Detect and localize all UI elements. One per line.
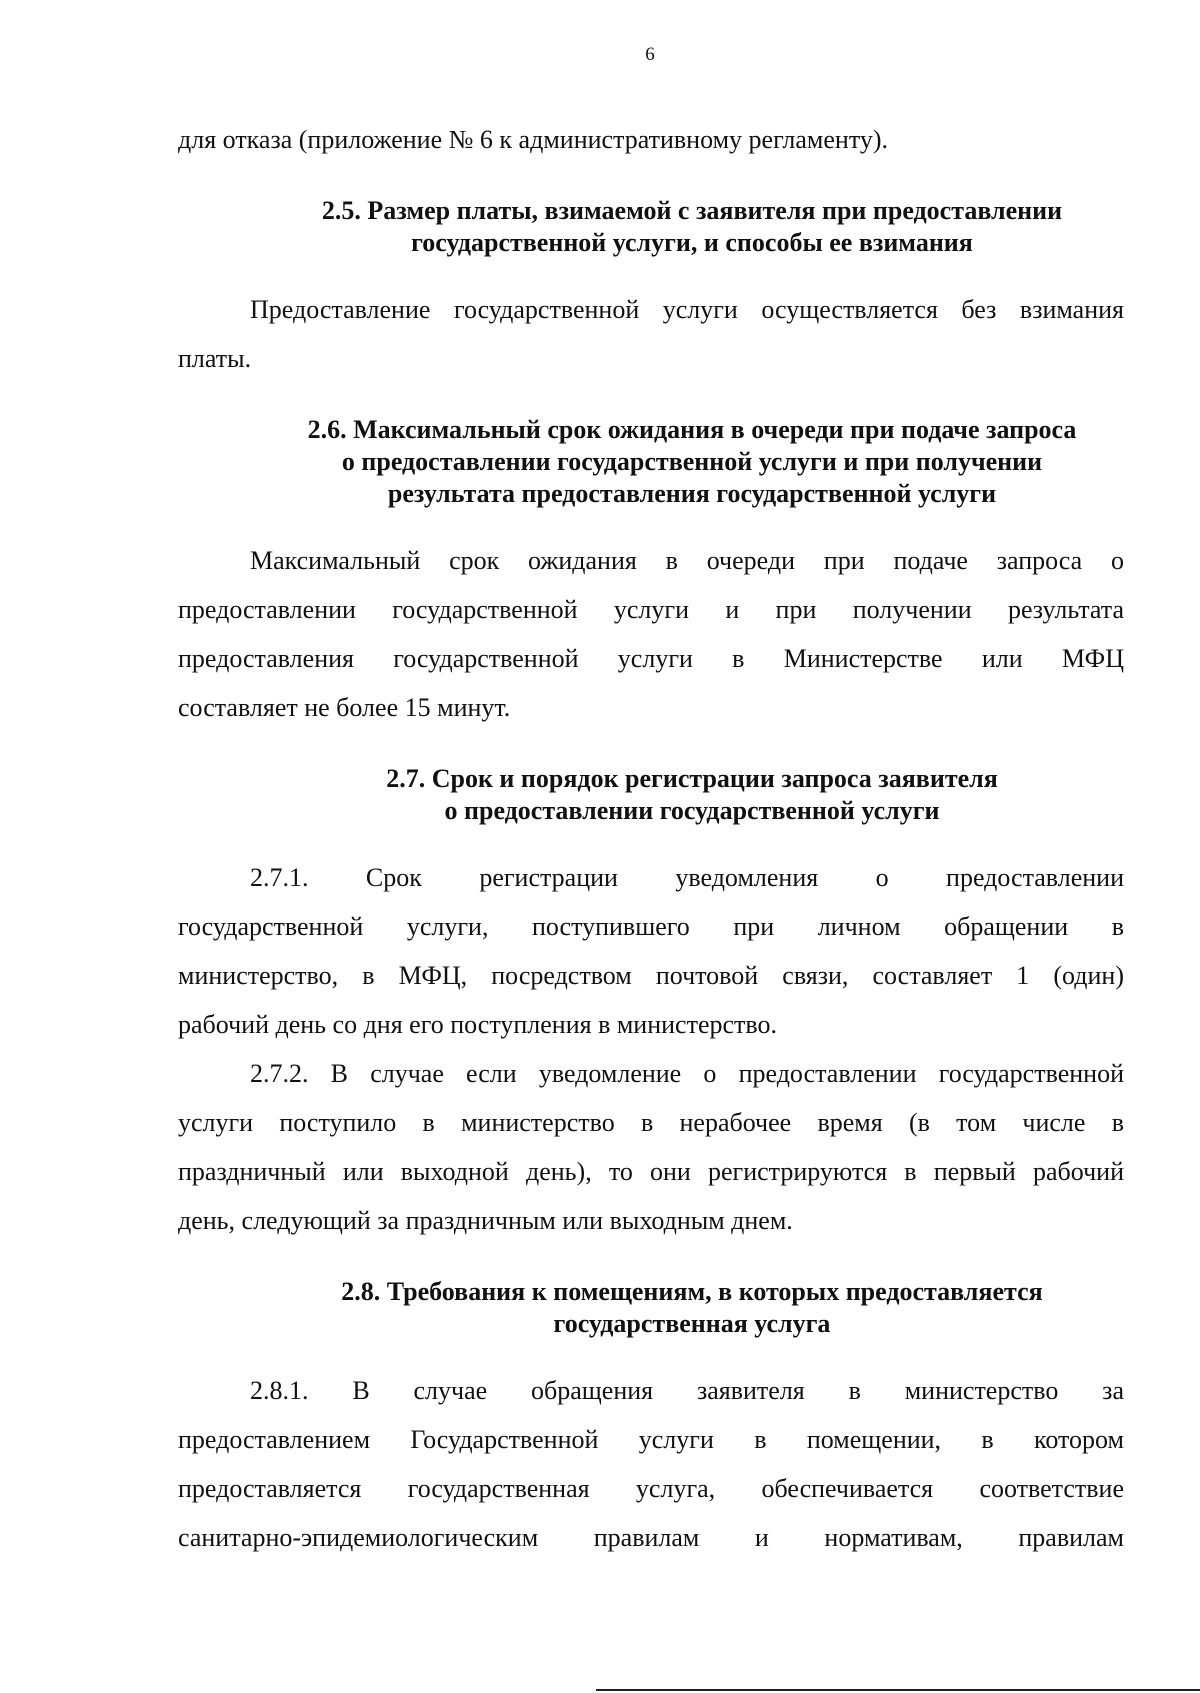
document-body: [178, 115, 1124, 1562]
paragraph-2-5: [178, 285, 1124, 383]
text-line: рабочий день со дня его поступления в министерство.: [178, 1010, 777, 1039]
heading-line: 2.8. Требования к помещениям, в которых предоставляется: [341, 1277, 1043, 1306]
heading-line: 2.6. Максимальный срок ожидания в очереди при подаче запроса: [307, 415, 1077, 444]
text-line: платы.: [178, 344, 252, 373]
text-line: составляет не более 15 минут.: [178, 693, 511, 722]
heading-line: о предоставлении государственной услуги: [444, 796, 940, 825]
text-line: министерство, в МФЦ, посредством почтовой связи, составляет 1 (один): [178, 961, 1124, 990]
heading-line: государственной услуги, и способы ее взимания: [411, 228, 973, 257]
text-line: 2.7.2. В случае если уведомление о предоставлении государственной: [250, 1059, 1124, 1088]
paragraph-2-8-1: [178, 1366, 1124, 1562]
paragraph-2-7-1: [178, 853, 1124, 1049]
text-line: 2.8.1. В случае обращения заявителя в министерство за: [250, 1376, 1124, 1405]
text-line: 2.7.1. Срок регистрации уведомления о предоставлении: [250, 863, 1124, 892]
text-line: предоставления государственной услуги в Министерстве или МФЦ: [178, 644, 1124, 673]
text-line: для отказа (приложение № 6 к административному регламенту).: [178, 125, 889, 154]
paragraph-continuation: [178, 115, 1124, 164]
paragraph-2-6: [178, 536, 1124, 732]
section-heading-2-7: [178, 763, 1124, 827]
text-line: услуги поступило в министерство в нерабочее время (в том числе в: [178, 1108, 1124, 1137]
text-line: государственной услуги, поступившего при личном обращении в: [178, 912, 1124, 941]
text-line: день, следующий за праздничным или выходным днем.: [178, 1206, 793, 1235]
section-heading-2-8: [178, 1276, 1124, 1340]
bottom-rule: [596, 1689, 1200, 1691]
paragraph-2-7-2: [178, 1049, 1124, 1245]
heading-line: результата предоставления государственной услуги: [387, 479, 997, 508]
section-heading-2-5: [178, 195, 1124, 259]
text-line: праздничный или выходной день), то они регистрируются в первый рабочий: [178, 1157, 1124, 1186]
text-line: предоставляется государственная услуга, обеспечивается соответствие: [178, 1474, 1124, 1503]
heading-line: государственная услуга: [553, 1309, 831, 1338]
page-number: 6: [645, 44, 655, 65]
heading-line: 2.7. Срок и порядок регистрации запроса заявителя: [386, 764, 998, 793]
heading-line: о предоставлении государственной услуги и при получении: [341, 447, 1043, 476]
text-line: санитарно-эпидемиологическим правилам и нормативам, правилам: [178, 1523, 1124, 1552]
section-heading-2-6: [178, 414, 1124, 510]
text-line: Максимальный срок ожидания в очереди при подаче запроса о: [250, 546, 1124, 575]
text-line: предоставлении государственной услуги и при получении результата: [178, 595, 1124, 624]
text-line: Предоставление государственной услуги осуществляется без взимания: [250, 295, 1124, 324]
heading-line: 2.5. Размер платы, взимаемой с заявителя при предоставлении: [321, 196, 1063, 225]
text-line: предоставлением Государственной услуги в помещении, в котором: [178, 1425, 1124, 1454]
